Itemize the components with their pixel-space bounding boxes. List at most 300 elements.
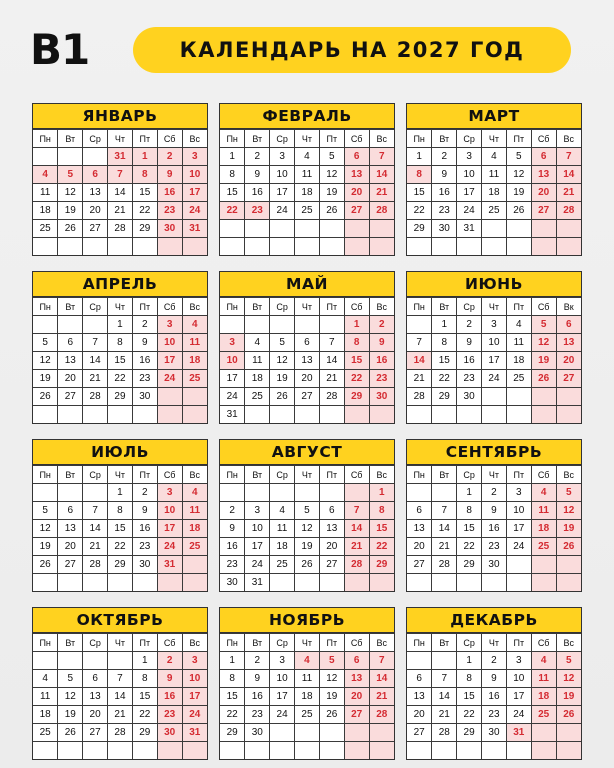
- day-cell: 28: [556, 202, 581, 220]
- day-cell: 6: [83, 670, 108, 688]
- day-cell: 20: [83, 202, 108, 220]
- week-row: [220, 556, 394, 574]
- day-cell: 13: [58, 352, 83, 370]
- day-cell: [132, 742, 157, 760]
- day-cell: 15: [457, 520, 482, 538]
- weekday-label: Пт: [319, 130, 344, 148]
- day-cell: 14: [556, 166, 581, 184]
- weekday-label: Сб: [344, 634, 369, 652]
- day-cell: [556, 238, 581, 256]
- week-row: [33, 538, 207, 556]
- weekday-header-row: [407, 466, 581, 484]
- day-cell: [83, 406, 108, 424]
- day-cell: 15: [220, 688, 245, 706]
- day-cell: 18: [482, 184, 507, 202]
- day-cell: [83, 238, 108, 256]
- week-row: [33, 670, 207, 688]
- day-cell: [407, 406, 432, 424]
- day-cell: [295, 220, 320, 238]
- day-cell: 8: [220, 670, 245, 688]
- day-cell: [58, 574, 83, 592]
- day-cell: 4: [295, 148, 320, 166]
- day-cell: 4: [531, 484, 556, 502]
- day-cell: 15: [407, 184, 432, 202]
- day-cell: 13: [319, 520, 344, 538]
- day-cell: [369, 238, 394, 256]
- week-row: [407, 538, 581, 556]
- day-cell: 23: [245, 706, 270, 724]
- weekday-header-row: [33, 634, 207, 652]
- day-cell: [319, 742, 344, 760]
- weekday-label: Пн: [33, 130, 58, 148]
- day-cell: 4: [182, 484, 207, 502]
- day-cell: 5: [270, 334, 295, 352]
- day-cell: 24: [157, 538, 182, 556]
- day-cell: [58, 148, 83, 166]
- day-cell: [531, 742, 556, 760]
- weekday-label: Чт: [482, 298, 507, 316]
- day-cell: 25: [245, 388, 270, 406]
- day-cell: 21: [407, 370, 432, 388]
- week-row: [220, 406, 394, 424]
- weekday-label: Сб: [344, 298, 369, 316]
- day-cell: 2: [132, 316, 157, 334]
- day-cell: 12: [33, 520, 58, 538]
- day-cell: 5: [556, 652, 581, 670]
- weekday-label: Вт: [58, 298, 83, 316]
- week-row: [407, 724, 581, 742]
- day-cell: [369, 742, 394, 760]
- week-row: [220, 742, 394, 760]
- week-row: [220, 202, 394, 220]
- week-row: [33, 556, 207, 574]
- day-cell: 11: [482, 166, 507, 184]
- weekday-label: Пн: [220, 298, 245, 316]
- day-cell: 12: [556, 502, 581, 520]
- day-cell: 11: [295, 166, 320, 184]
- day-cell: 3: [182, 148, 207, 166]
- week-row: [220, 724, 394, 742]
- day-cell: 6: [295, 334, 320, 352]
- weekday-label: Вс: [369, 298, 394, 316]
- day-cell: [245, 406, 270, 424]
- day-cell: 15: [132, 184, 157, 202]
- month-card: [406, 271, 582, 424]
- day-cell: 14: [108, 688, 133, 706]
- day-cell: 30: [482, 556, 507, 574]
- day-cell: 30: [482, 724, 507, 742]
- day-cell: [108, 652, 133, 670]
- day-cell: 4: [270, 502, 295, 520]
- day-cell: [33, 484, 58, 502]
- day-cell: 24: [157, 370, 182, 388]
- day-cell: [157, 406, 182, 424]
- day-cell: 23: [457, 370, 482, 388]
- day-cell: 27: [531, 202, 556, 220]
- day-cell: 29: [220, 724, 245, 742]
- day-cell: 7: [344, 502, 369, 520]
- day-cell: [108, 406, 133, 424]
- day-cell: 3: [482, 316, 507, 334]
- day-cell: [108, 742, 133, 760]
- day-cell: [407, 652, 432, 670]
- day-cell: 8: [108, 334, 133, 352]
- day-cell: 8: [457, 502, 482, 520]
- day-cell: 12: [319, 670, 344, 688]
- day-cell: 16: [482, 520, 507, 538]
- day-cell: 7: [369, 652, 394, 670]
- day-cell: [270, 742, 295, 760]
- day-cell: [132, 406, 157, 424]
- day-cell: 15: [369, 520, 394, 538]
- week-row: [407, 334, 581, 352]
- day-cell: 28: [83, 388, 108, 406]
- weekday-label: Ср: [270, 130, 295, 148]
- weekday-label: Чт: [295, 466, 320, 484]
- day-cell: 28: [369, 202, 394, 220]
- day-cell: 27: [58, 388, 83, 406]
- day-cell: [58, 742, 83, 760]
- day-cell: 29: [132, 724, 157, 742]
- day-cell: 12: [58, 688, 83, 706]
- day-cell: 25: [295, 202, 320, 220]
- day-cell: 2: [432, 148, 457, 166]
- weekday-label: Вт: [432, 634, 457, 652]
- day-cell: [83, 652, 108, 670]
- weekday-label: Вт: [58, 634, 83, 652]
- day-cell: [319, 484, 344, 502]
- day-cell: 5: [319, 652, 344, 670]
- day-cell: [58, 406, 83, 424]
- day-cell: 20: [531, 184, 556, 202]
- day-cell: 8: [432, 334, 457, 352]
- day-cell: 28: [432, 556, 457, 574]
- day-cell: 21: [108, 202, 133, 220]
- day-cell: 26: [270, 388, 295, 406]
- weekday-label: Чт: [108, 466, 133, 484]
- month-name: АВГУСТ: [220, 440, 394, 465]
- day-cell: 19: [531, 352, 556, 370]
- day-cell: 1: [132, 652, 157, 670]
- week-row: [220, 652, 394, 670]
- day-cell: 26: [33, 556, 58, 574]
- day-cell: 16: [245, 688, 270, 706]
- day-cell: 12: [33, 352, 58, 370]
- day-cell: [295, 484, 320, 502]
- weekday-label: Сб: [344, 130, 369, 148]
- day-cell: [157, 238, 182, 256]
- day-cell: 9: [245, 670, 270, 688]
- week-row: [220, 238, 394, 256]
- day-cell: 14: [407, 352, 432, 370]
- day-cell: 8: [369, 502, 394, 520]
- day-cell: [369, 406, 394, 424]
- weekday-header-row: [220, 466, 394, 484]
- day-cell: 29: [108, 556, 133, 574]
- day-cell: [83, 316, 108, 334]
- day-cell: [432, 574, 457, 592]
- day-cell: 3: [157, 484, 182, 502]
- day-cell: 5: [33, 334, 58, 352]
- weekday-label: Сб: [157, 298, 182, 316]
- day-cell: 21: [83, 370, 108, 388]
- day-cell: [319, 316, 344, 334]
- weekday-label: Пн: [33, 634, 58, 652]
- week-row: [33, 334, 207, 352]
- day-cell: [182, 742, 207, 760]
- day-cell: 4: [506, 316, 531, 334]
- day-cell: 6: [556, 316, 581, 334]
- day-cell: 10: [182, 166, 207, 184]
- weekday-label: Вт: [245, 130, 270, 148]
- day-cell: 9: [245, 166, 270, 184]
- weekday-label: Вк: [556, 298, 581, 316]
- day-cell: [132, 238, 157, 256]
- day-cell: 22: [132, 202, 157, 220]
- day-cell: [132, 574, 157, 592]
- day-cell: 12: [295, 520, 320, 538]
- day-cell: 2: [482, 652, 507, 670]
- day-cell: [245, 484, 270, 502]
- day-cell: 24: [220, 388, 245, 406]
- day-cell: [556, 406, 581, 424]
- day-cell: [482, 220, 507, 238]
- weekday-label: Ср: [270, 298, 295, 316]
- day-cell: [369, 724, 394, 742]
- week-row: [407, 520, 581, 538]
- day-cell: 15: [344, 352, 369, 370]
- weekday-label: Вт: [432, 466, 457, 484]
- day-cell: 20: [58, 370, 83, 388]
- day-cell: [506, 574, 531, 592]
- day-cell: 21: [556, 184, 581, 202]
- weekday-label: Вт: [245, 298, 270, 316]
- day-cell: 10: [220, 352, 245, 370]
- day-cell: [245, 742, 270, 760]
- day-cell: 23: [432, 202, 457, 220]
- day-cell: [270, 316, 295, 334]
- day-cell: 26: [58, 724, 83, 742]
- day-cell: 10: [482, 334, 507, 352]
- day-cell: 20: [407, 538, 432, 556]
- week-row: [407, 238, 581, 256]
- day-cell: 15: [108, 352, 133, 370]
- month-name: НОЯБРЬ: [220, 608, 394, 633]
- day-cell: 8: [457, 670, 482, 688]
- day-cell: 4: [245, 334, 270, 352]
- day-cell: [182, 556, 207, 574]
- weekday-label: Пт: [319, 298, 344, 316]
- day-cell: 2: [369, 316, 394, 334]
- day-cell: 19: [556, 688, 581, 706]
- day-cell: [482, 742, 507, 760]
- calendar-grid: [32, 103, 582, 760]
- day-cell: 18: [270, 538, 295, 556]
- day-cell: 20: [556, 352, 581, 370]
- day-cell: 3: [157, 316, 182, 334]
- day-cell: [182, 406, 207, 424]
- day-cell: [245, 316, 270, 334]
- week-row: [33, 166, 207, 184]
- day-cell: 19: [295, 538, 320, 556]
- day-cell: 27: [344, 202, 369, 220]
- day-cell: [270, 406, 295, 424]
- day-cell: [58, 238, 83, 256]
- day-cell: [344, 220, 369, 238]
- day-cell: 30: [369, 388, 394, 406]
- weekday-label: Ср: [83, 298, 108, 316]
- day-cell: 7: [108, 166, 133, 184]
- week-row: [33, 724, 207, 742]
- day-cell: 31: [108, 148, 133, 166]
- day-cell: [531, 574, 556, 592]
- week-row: [407, 484, 581, 502]
- day-cell: 24: [270, 706, 295, 724]
- weekday-label: Ср: [83, 130, 108, 148]
- day-cell: 22: [369, 538, 394, 556]
- day-cell: [506, 406, 531, 424]
- day-cell: 22: [108, 538, 133, 556]
- day-cell: 9: [220, 520, 245, 538]
- weekday-label: Пн: [407, 466, 432, 484]
- day-cell: [432, 742, 457, 760]
- week-row: [220, 352, 394, 370]
- day-cell: 9: [482, 670, 507, 688]
- day-cell: 23: [245, 202, 270, 220]
- week-row: [407, 316, 581, 334]
- day-cell: 22: [220, 202, 245, 220]
- day-cell: 14: [344, 520, 369, 538]
- day-cell: 3: [506, 652, 531, 670]
- day-cell: 17: [506, 688, 531, 706]
- month-name: ИЮЛЬ: [33, 440, 207, 465]
- day-cell: 21: [369, 688, 394, 706]
- day-cell: 5: [58, 670, 83, 688]
- day-cell: [220, 742, 245, 760]
- day-cell: [319, 220, 344, 238]
- weekday-label: Вс: [369, 130, 394, 148]
- day-cell: 28: [108, 724, 133, 742]
- weekday-label: Вт: [245, 634, 270, 652]
- weekday-label: Чт: [482, 466, 507, 484]
- weekday-label: Вс: [182, 634, 207, 652]
- day-cell: [157, 388, 182, 406]
- day-cell: [407, 238, 432, 256]
- weekday-label: Пт: [132, 466, 157, 484]
- day-cell: 17: [182, 184, 207, 202]
- weekday-label: Пт: [132, 298, 157, 316]
- day-cell: [344, 574, 369, 592]
- month-card: [219, 271, 395, 424]
- month-name: МАРТ: [407, 104, 581, 129]
- day-cell: [457, 742, 482, 760]
- day-cell: 30: [432, 220, 457, 238]
- day-cell: 6: [344, 148, 369, 166]
- day-cell: 28: [407, 388, 432, 406]
- day-cell: [432, 238, 457, 256]
- day-cell: 11: [270, 520, 295, 538]
- day-cell: 18: [295, 688, 320, 706]
- day-cell: 28: [83, 556, 108, 574]
- day-cell: 3: [245, 502, 270, 520]
- day-cell: [108, 574, 133, 592]
- day-cell: 12: [531, 334, 556, 352]
- day-cell: 20: [319, 538, 344, 556]
- day-cell: 29: [132, 220, 157, 238]
- month-card: [219, 439, 395, 592]
- weekday-label: Вс: [369, 466, 394, 484]
- day-cell: [506, 238, 531, 256]
- day-cell: 17: [220, 370, 245, 388]
- day-cell: 26: [33, 388, 58, 406]
- day-cell: 5: [319, 148, 344, 166]
- month-name: ЯНВАРЬ: [33, 104, 207, 129]
- day-cell: 8: [132, 670, 157, 688]
- week-row: [407, 148, 581, 166]
- day-cell: [344, 724, 369, 742]
- day-cell: 2: [132, 484, 157, 502]
- weekday-label: Ср: [457, 466, 482, 484]
- weekday-label: Чт: [295, 130, 320, 148]
- day-cell: 1: [369, 484, 394, 502]
- day-cell: 2: [245, 652, 270, 670]
- day-cell: 21: [344, 538, 369, 556]
- week-row: [407, 670, 581, 688]
- day-cell: 27: [83, 724, 108, 742]
- day-cell: 15: [220, 184, 245, 202]
- week-row: [33, 220, 207, 238]
- day-cell: [220, 316, 245, 334]
- day-cell: 24: [270, 202, 295, 220]
- week-row: [407, 388, 581, 406]
- day-cell: 29: [432, 388, 457, 406]
- week-row: [33, 148, 207, 166]
- weekday-label: Сб: [157, 466, 182, 484]
- weekday-label: Вт: [58, 466, 83, 484]
- day-cell: 8: [407, 166, 432, 184]
- day-cell: [58, 484, 83, 502]
- day-cell: 8: [132, 166, 157, 184]
- day-cell: [245, 220, 270, 238]
- weekday-header-row: [33, 130, 207, 148]
- day-cell: 19: [506, 184, 531, 202]
- day-cell: [344, 484, 369, 502]
- day-cell: 1: [220, 652, 245, 670]
- day-cell: 14: [432, 520, 457, 538]
- week-row: [220, 370, 394, 388]
- day-cell: 1: [457, 484, 482, 502]
- day-cell: 27: [407, 724, 432, 742]
- day-cell: 25: [182, 370, 207, 388]
- day-cell: 10: [457, 166, 482, 184]
- day-cell: 3: [270, 652, 295, 670]
- day-cell: [295, 316, 320, 334]
- day-cell: [220, 220, 245, 238]
- month-card: [219, 103, 395, 256]
- day-cell: 26: [556, 538, 581, 556]
- day-cell: 3: [506, 484, 531, 502]
- day-cell: 27: [407, 556, 432, 574]
- day-cell: [506, 556, 531, 574]
- day-cell: 29: [457, 556, 482, 574]
- week-row: [220, 706, 394, 724]
- day-cell: [83, 484, 108, 502]
- day-cell: [33, 406, 58, 424]
- day-cell: [295, 724, 320, 742]
- day-cell: [482, 406, 507, 424]
- day-cell: 11: [182, 502, 207, 520]
- day-cell: 6: [344, 652, 369, 670]
